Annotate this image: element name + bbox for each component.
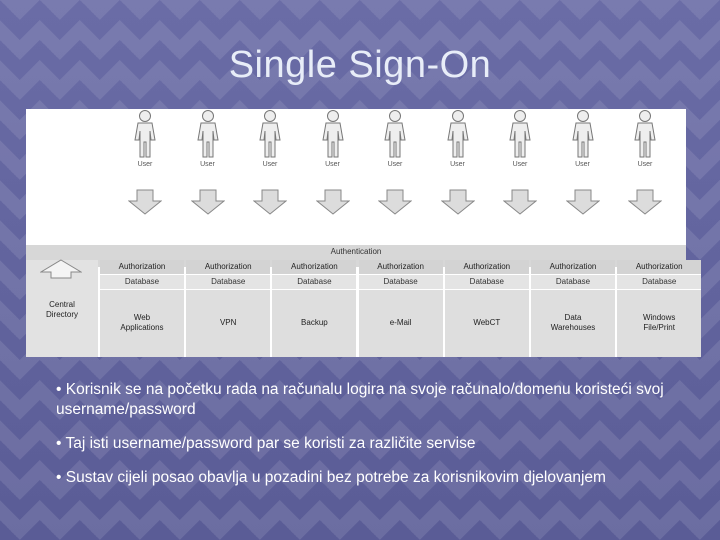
service-label: WebCT [473, 318, 501, 327]
user-figure [193, 109, 223, 219]
down-arrow-icon [566, 189, 600, 215]
bullet-item: • Sustav cijeli posao obavlja u pozadini bez potrebe za korisnikovim djelovanjem [56, 469, 606, 486]
user-label: User [325, 161, 340, 168]
database-label: Database [100, 275, 184, 290]
user-icon [443, 109, 473, 159]
user-label: User [387, 161, 403, 168]
down-arrow [443, 189, 475, 215]
down-arrow [505, 189, 537, 215]
database-label: Database [272, 275, 356, 290]
down-arrow-icon [253, 189, 287, 215]
user-figure [568, 109, 598, 219]
database-label: Database [359, 275, 443, 290]
user-icon [568, 109, 598, 159]
service-label: Web Applications [120, 313, 164, 332]
bullet-list [56, 380, 676, 502]
user-figure [505, 109, 535, 219]
slide-title: Single Sign-On [228, 44, 492, 86]
user-label: User [575, 161, 590, 168]
authorization-label: Authorization [100, 260, 184, 275]
service-column [100, 260, 184, 357]
user-figure [318, 109, 348, 219]
user-icon [630, 109, 660, 159]
down-arrow-icon [191, 189, 225, 215]
database-label: Database [531, 275, 615, 290]
user-icon [505, 109, 535, 159]
down-arrow [318, 189, 350, 215]
service-column [359, 260, 443, 357]
user-label: User [637, 161, 653, 168]
user-icon [255, 109, 285, 159]
service-label: Windows File/Print [642, 313, 676, 332]
authorization-label: Authorization [531, 260, 615, 275]
user-label: User [262, 161, 278, 168]
user-icon [130, 109, 160, 159]
central-directory-label: Central Directory [45, 300, 78, 319]
database-label: Database [445, 275, 529, 290]
service-label: e-Mail [389, 318, 412, 327]
down-arrow [380, 189, 412, 215]
down-arrow [255, 189, 287, 215]
down-arrow-icon [316, 189, 350, 215]
user-figure [443, 109, 473, 219]
user-label: User [137, 161, 153, 168]
authorization-label: Authorization [445, 260, 529, 275]
service-column [617, 260, 701, 357]
user-icon [318, 109, 348, 159]
database-label: Database [617, 275, 701, 290]
service-label: VPN [219, 318, 237, 327]
user-label: User [512, 161, 528, 168]
service-column [531, 260, 615, 357]
user-icon [193, 109, 223, 159]
bullet-item: • Taj isti username/password par se koristi za različite servise [56, 435, 476, 452]
down-arrow-icon [503, 189, 537, 215]
down-arrow-icon [128, 189, 162, 215]
service-label: Data Warehouses [550, 313, 596, 332]
authorization-label: Authorization [617, 260, 701, 275]
sso-diagram [26, 109, 686, 357]
service-column [445, 260, 529, 357]
bullet-item: • Korisnik se na početku rada na računalu logira na svoje računalo/domenu koristeći svoj username/password [56, 381, 664, 418]
down-arrow [630, 189, 662, 215]
authorization-label: Authorization [272, 260, 356, 275]
database-label: Database [186, 275, 270, 290]
user-figure [255, 109, 285, 219]
user-figure [630, 109, 660, 219]
down-arrow-icon [378, 189, 412, 215]
service-column [186, 260, 270, 357]
down-arrow-icon [441, 189, 475, 215]
service-column [272, 260, 356, 357]
service-label: Backup [301, 318, 328, 327]
down-arrow [193, 189, 225, 215]
up-arrow-icon [40, 259, 82, 279]
down-arrow [130, 189, 162, 215]
user-label: User [200, 161, 215, 168]
user-label: User [450, 161, 465, 168]
authentication-label: Authentication [330, 247, 382, 256]
down-arrow-icon [628, 189, 662, 215]
authorization-label: Authorization [186, 260, 270, 275]
user-figure [130, 109, 160, 219]
user-figure [380, 109, 410, 219]
authorization-label: Authorization [359, 260, 443, 275]
user-icon [380, 109, 410, 159]
down-arrow [568, 189, 600, 215]
